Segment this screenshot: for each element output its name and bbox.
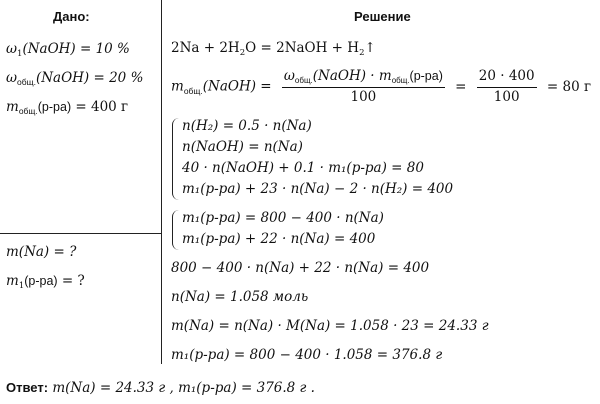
- answer-label: Ответ:: [6, 380, 49, 395]
- system2-line-2: m₁(р-ра) + 22 · n(Na) = 400: [182, 231, 376, 247]
- system1-line-4: m₁(р-ра) + 23 · n(Na) − 2 · n(H₂) = 400: [182, 181, 454, 197]
- system1-line-3: 40 · n(NaOH) + 0.1 · m₁(р-ра) = 80: [182, 160, 424, 176]
- system1-brace: [172, 118, 179, 200]
- system2-brace: [172, 210, 179, 250]
- find-m-na: m(Na) = ?: [6, 244, 77, 260]
- mass-fraction: $\frac{\omega_{общ.}(NaOH) \cdot m_{общ.}(р-ра)}{100}$: [283, 68, 443, 105]
- solution-header: Решение: [354, 9, 411, 24]
- solution-line-4: m₁(р-ра) = 800 − 400 · 1.058 = 376.8 г: [171, 347, 443, 363]
- system1-line-1: n(H₂) = 0.5 · n(Na): [182, 118, 312, 134]
- given-header: Дано:: [53, 9, 90, 24]
- answer: [6, 381, 315, 396]
- find-m1: $m_1(р-ра)$ = ?: [6, 273, 85, 291]
- solution-line-2: n(Na) = 1.058 моль: [171, 289, 309, 305]
- given-w1: $\omega_1(NaOH) = 10$ %: [6, 41, 130, 59]
- mass-equation: $m_{общ.}(NaOH)$ = $\frac{\omega_{общ.}(NaOH) \cdot m_{общ.}(р-ра)}{100}$ = $\frac{20 \cdot 400}{100}$ = 80 г: [171, 68, 592, 105]
- numeric-fraction: $\frac{20 \cdot 400}{100}$: [478, 68, 535, 105]
- solution-line-1: 800 − 400 · n(Na) + 22 · n(Na) = 400: [171, 260, 430, 276]
- answer-text: m(Na) = 24.33 г , m₁(р-ра) = 376.8 г .: [48, 380, 315, 396]
- table-horizontal-divider: [0, 233, 161, 234]
- system1-line-2: n(NaOH) = n(Na): [182, 139, 303, 155]
- solution-line-3: m(Na) = n(Na) · M(Na) = 1.058 · 23 = 24.33 г: [171, 318, 489, 334]
- given-w-total: $\omega_{общ.}(NaOH) = 20$ %: [6, 70, 144, 87]
- reaction-equation: $2Na + 2H_2O$ = 2NaOH + $H_2↑$: [171, 40, 376, 58]
- table-vertical-divider: [161, 0, 162, 364]
- given-m-total: $m_{общ.}(р-ра) = 400$ г: [6, 99, 129, 116]
- system2-line-1: m₁(р-ра) = 800 − 400 · n(Na): [182, 210, 384, 226]
